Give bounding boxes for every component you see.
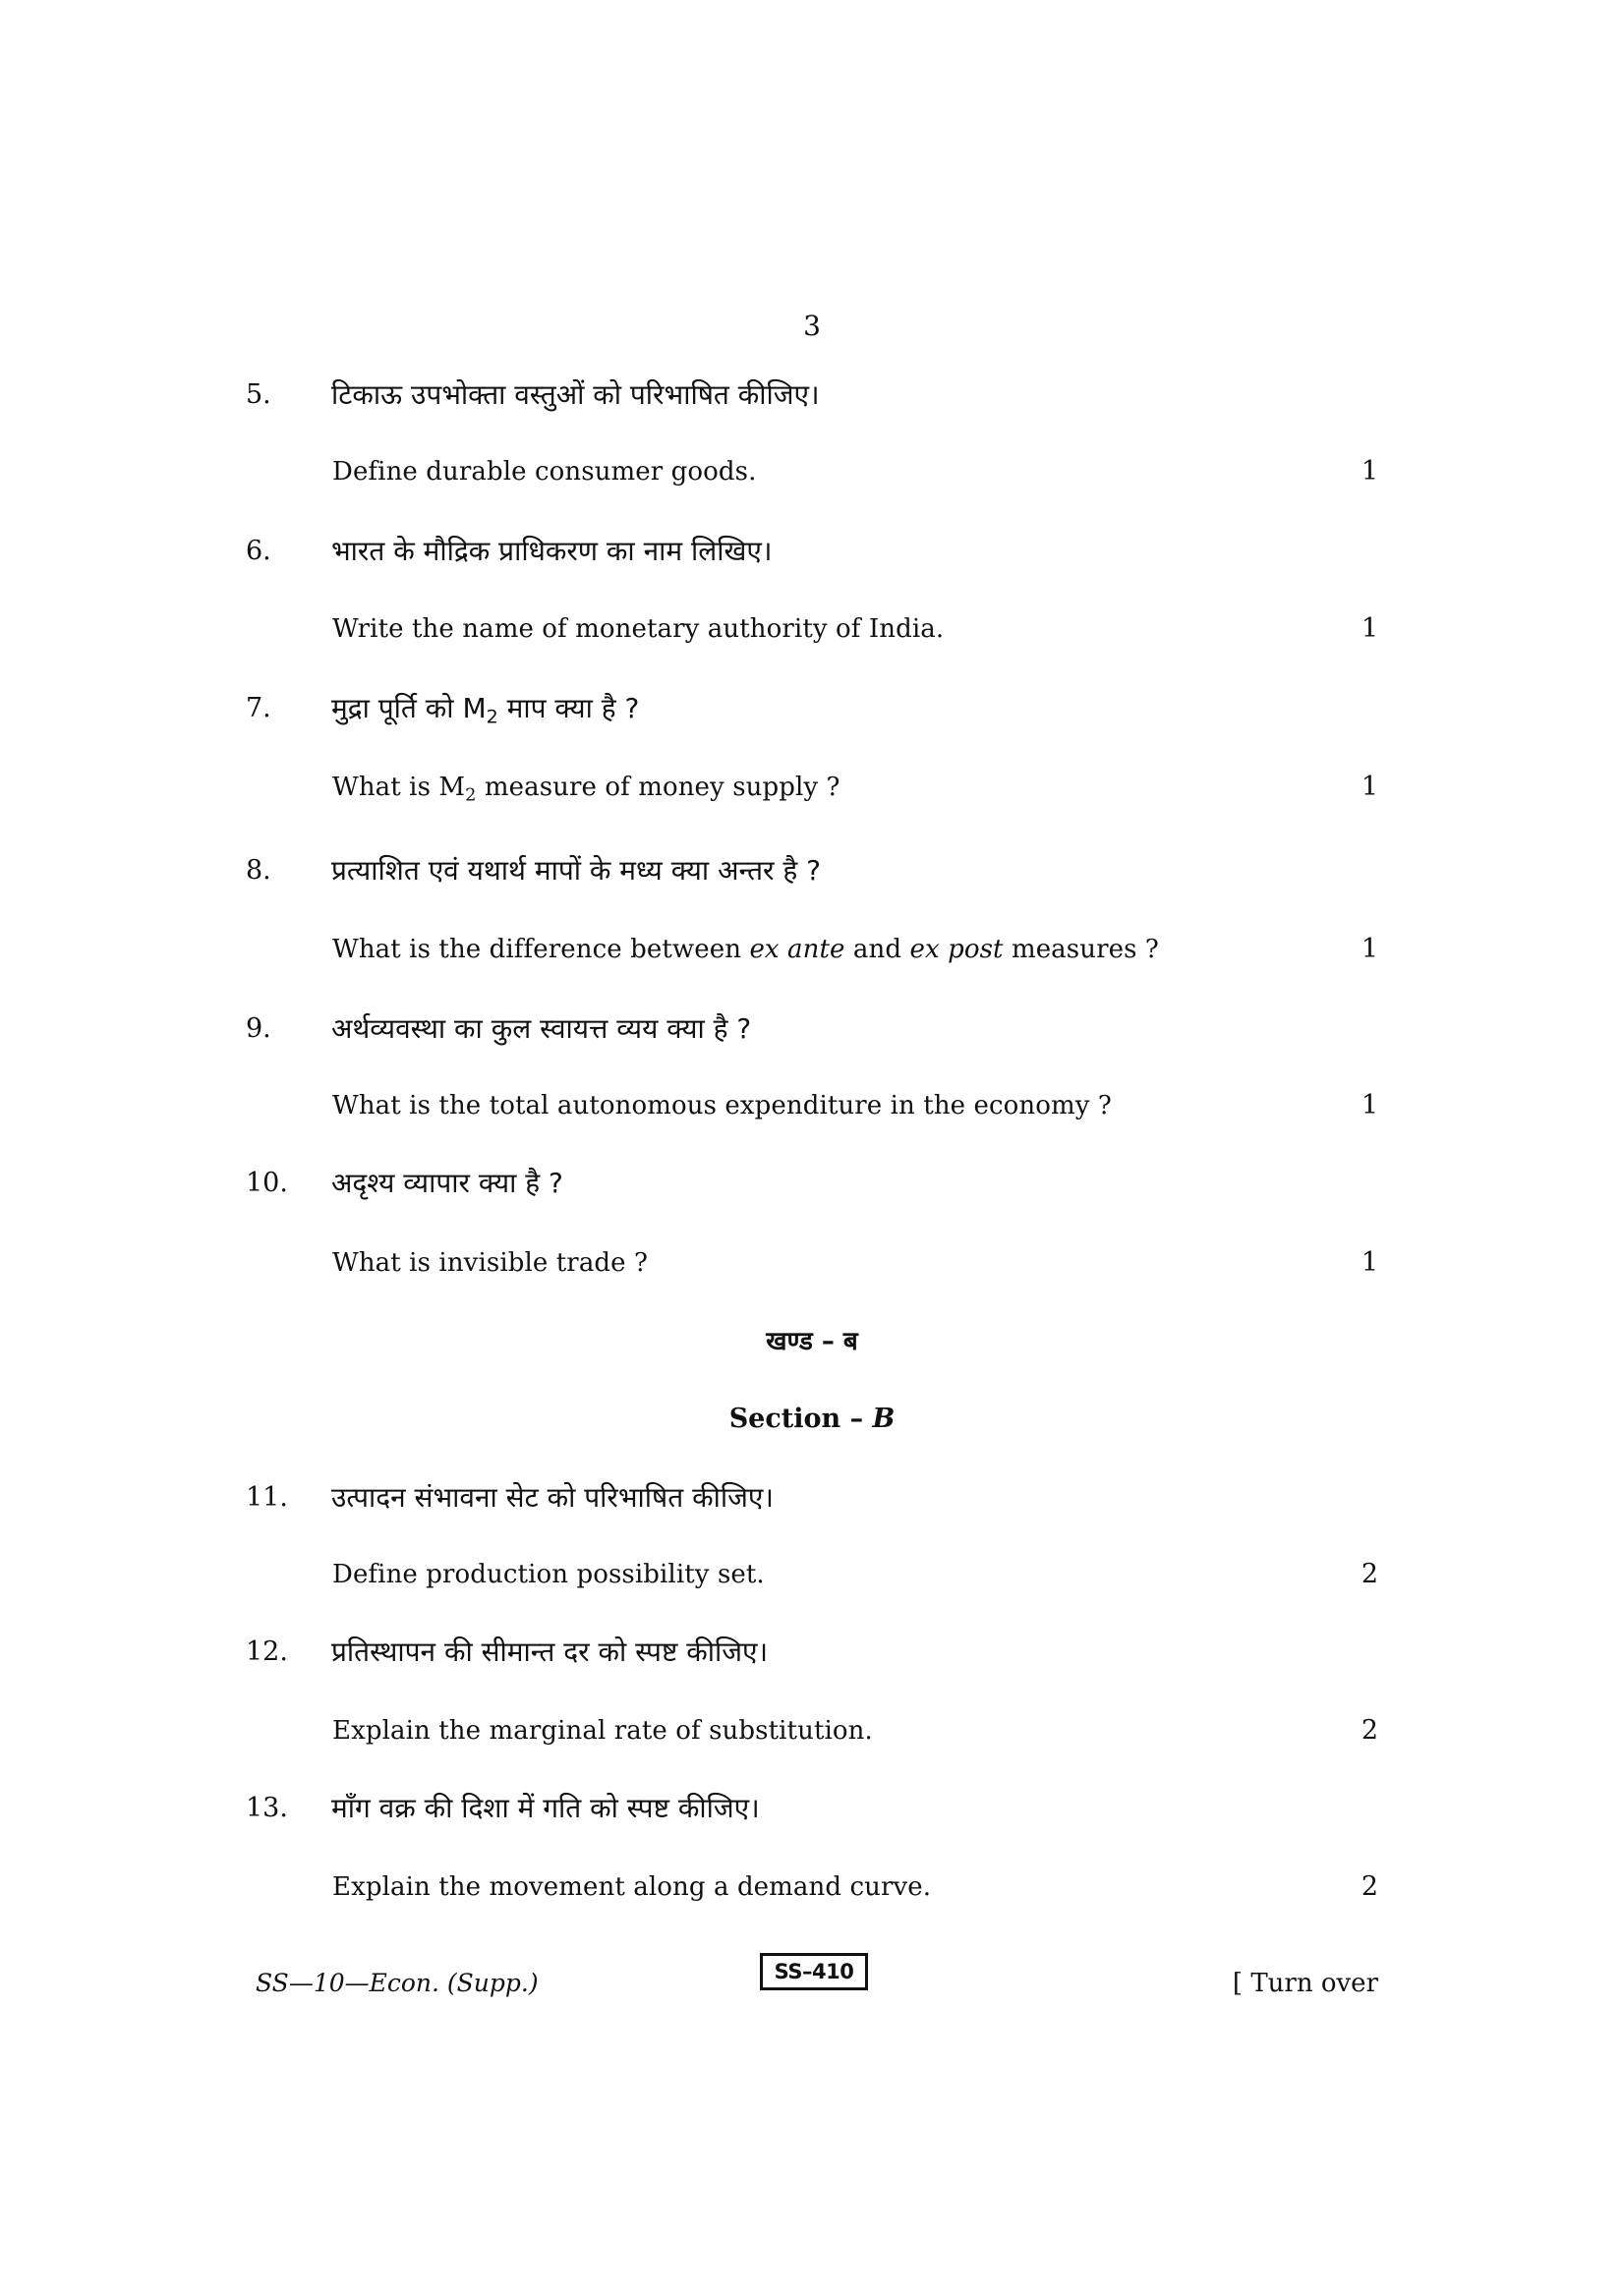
question-text-english: Explain the movement along a demand curve. [332, 1872, 932, 1902]
subscript: 2 [486, 706, 498, 728]
question-text-hindi: उत्पादन संभावना सेट को परिभाषित कीजिए। [331, 1481, 774, 1514]
text-segment: मुद्रा पूर्ति को M [331, 692, 487, 724]
section-label: Section – [728, 1404, 873, 1434]
italic-term: ex post [909, 935, 1004, 964]
question-marks: 2 [1361, 1559, 1378, 1589]
question-text-english: Define durable consumer goods. [332, 457, 757, 487]
question-text-english: Write the name of monetary authority of India. [332, 614, 945, 644]
question-number: 13. [246, 1793, 288, 1823]
question-marks: 2 [1361, 1715, 1378, 1746]
question-number: 11. [246, 1482, 288, 1513]
question-text-english: Explain the marginal rate of substitution. [332, 1716, 873, 1746]
page-number: 3 [803, 310, 821, 342]
section-heading-hindi: खण्ड – ब [766, 1327, 858, 1356]
question-number: 12. [246, 1636, 288, 1667]
section-letter: B [872, 1404, 896, 1434]
question-marks: 1 [1361, 613, 1378, 644]
text-segment: माप क्या है ? [497, 692, 640, 724]
question-number: 6. [246, 536, 271, 566]
question-number: 8. [246, 855, 271, 886]
question-text-hindi: प्रतिस्थापन की सीमान्त दर को स्पष्ट कीजिए। [331, 1636, 769, 1668]
question-marks: 1 [1361, 772, 1378, 802]
question-marks: 1 [1361, 1247, 1378, 1278]
question-marks: 1 [1361, 934, 1378, 964]
paper-code-box: SS–410 [760, 1953, 868, 1990]
question-number: 9. [246, 1013, 271, 1044]
question-number: 7. [246, 693, 271, 723]
text-segment: What is M [332, 773, 466, 802]
text-segment: measure of money supply ? [476, 773, 840, 802]
turn-over-label: [ Turn over [1232, 1969, 1378, 1998]
question-text-english: What is the total autonomous expenditure in the economy ? [332, 1091, 1112, 1120]
question-text-english [332, 932, 1159, 967]
italic-term: ex ante [749, 935, 845, 964]
question-text-hindi: भारत के मौद्रिक प्राधिकरण का नाम लिखिए। [331, 535, 773, 567]
question-marks: 1 [1361, 1090, 1378, 1120]
question-marks: 2 [1361, 1871, 1378, 1902]
question-number: 10. [246, 1168, 288, 1198]
text-segment: What is the difference between [332, 935, 750, 964]
question-text-english: What is invisible trade ? [332, 1248, 649, 1278]
question-text-english [332, 770, 840, 805]
text-segment: and [844, 935, 910, 964]
question-text-hindi: माँग वक्र की दिशा में गति को स्पष्ट कीजिए। [331, 1792, 760, 1824]
question-text-hindi: प्रत्याशित एवं यथार्थ मापों के मध्य क्या अन्तर है ? [331, 854, 822, 887]
question-text-english: Define production possibility set. [332, 1560, 765, 1589]
text-segment: measures ? [1003, 935, 1159, 964]
question-text-hindi: अर्थव्यवस्था का कुल स्वायत्त व्यय क्या है ? [331, 1012, 752, 1045]
question-text-hindi: टिकाऊ उपभोक्ता वस्तुओं को परिभाषित कीजिए। [331, 378, 820, 411]
subscript: 2 [465, 785, 477, 806]
section-heading-english [615, 1402, 1009, 1437]
question-number: 5. [246, 379, 271, 410]
question-text-hindi [331, 691, 639, 726]
paper-code-left: SS—10—Econ. (Supp.) [256, 1969, 539, 1997]
question-marks: 1 [1361, 456, 1378, 487]
question-text-hindi: अदृश्य व्यापार क्या है ? [331, 1167, 563, 1199]
